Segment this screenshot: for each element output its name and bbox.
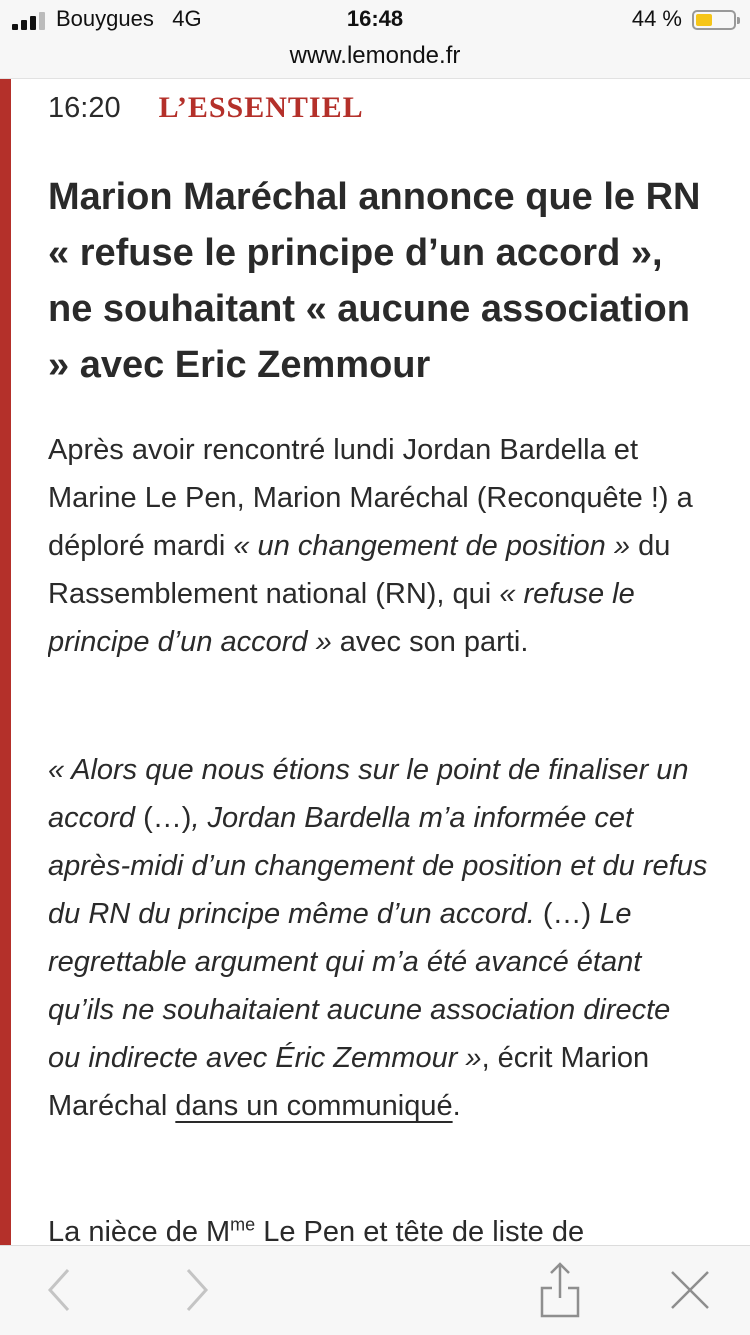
- back-button[interactable]: [30, 1260, 90, 1320]
- p2-text-f: , écrit Marion Maréchal: [48, 1042, 650, 1122]
- p1-text-e: avec son parti.: [331, 626, 529, 658]
- p2-ellipsis-1: (…): [143, 802, 192, 834]
- p1-text-c: du Rassemblement national (RN), qui: [48, 530, 671, 610]
- status-bar: [0, 0, 750, 40]
- forward-button[interactable]: [166, 1260, 226, 1320]
- article-content: [48, 79, 708, 1245]
- p2-ellipsis-2: (…): [542, 898, 592, 930]
- p1-quote-2: « refuse le principe d’un accord »: [48, 578, 635, 658]
- share-icon: [530, 1260, 590, 1320]
- p1-quote-1: « un changement de position »: [233, 530, 631, 562]
- post-time: 16:20: [48, 92, 121, 124]
- communique-link[interactable]: dans un communiqué: [175, 1090, 453, 1122]
- paragraph-1: [48, 426, 708, 666]
- status-clock: 16:48: [346, 6, 404, 31]
- p3-text-b: Le Pen et tête de liste de: [255, 1216, 585, 1245]
- address-bar[interactable]: [0, 40, 750, 79]
- battery-percent: 44 %: [631, 6, 682, 31]
- network-type: 4G: [172, 6, 202, 31]
- share-button[interactable]: [530, 1260, 590, 1320]
- battery-icon: [692, 10, 736, 30]
- forward-icon: [166, 1260, 226, 1320]
- close-button[interactable]: [660, 1260, 720, 1320]
- p3-text-a: La nièce de M: [48, 1216, 231, 1245]
- article-headline: Marion Maréchal annonce que le RN « refuse le principe d’un accord », ne souhaitant « aucune association » avec Eric Zemmour: [48, 176, 701, 386]
- p2-quote-c: , Jordan Bardella m’a informée cet après-midi d’un changement de position et du refus du RN du principe même d’un accord.: [48, 802, 708, 930]
- back-icon: [30, 1260, 90, 1320]
- url-text[interactable]: www.lemonde.fr: [289, 42, 461, 69]
- p2-quote-a: « Alors que nous étions sur le point de finaliser un accord: [48, 754, 689, 834]
- carrier-name: Bouygues: [56, 6, 154, 31]
- paragraph-3: [48, 1208, 708, 1245]
- close-icon: [660, 1260, 720, 1320]
- p2-text-g: .: [452, 1090, 461, 1122]
- p3-superscript: me: [230, 1214, 256, 1235]
- p1-text-a: Après avoir rencontré lundi Jordan Bardella et Marine Le Pen, Marion Maréchal (Reconquête !) a déploré mardi: [48, 434, 693, 562]
- essentiel-tag: L’ESSENTIEL: [158, 91, 364, 124]
- battery-fill: [696, 14, 712, 26]
- p2-quote-e: Le regrettable argument qui m’a été avancé étant qu’ils ne souhaitaient aucune association directe ou indirecte avec Éric Zemmour »: [48, 898, 671, 1074]
- live-indicator-bar: [0, 79, 11, 1245]
- paragraph-2: [48, 746, 708, 1130]
- browser-toolbar: [0, 1245, 750, 1335]
- post-meta: [48, 91, 364, 131]
